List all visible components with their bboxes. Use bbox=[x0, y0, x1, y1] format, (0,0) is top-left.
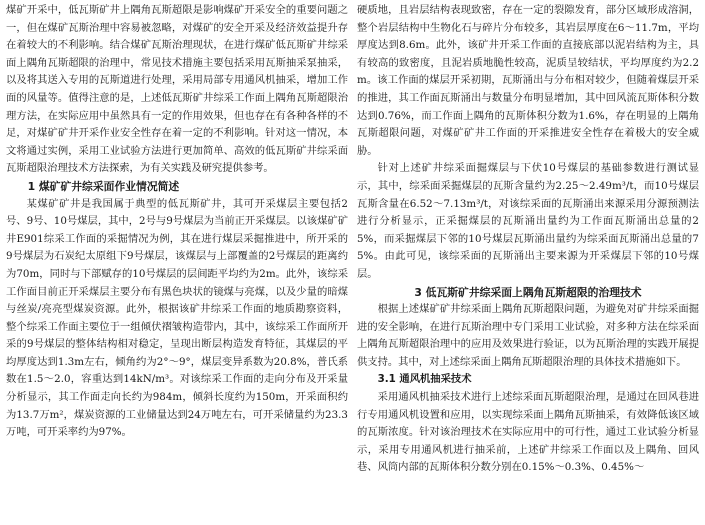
gas-parameters-paragraph: 针对上述矿井综采面掘煤层与下伏10号煤层的基础参数进行测试显示，其中，综采面采掘煤层的瓦斯含量约为2.25～2.49m³/t，而10号煤层瓦斯含量在6.52～7.13m³/t，对该综采面的瓦斯涌出来源采用分源预测法进行分析显示，正采掘煤层的瓦斯涌出量约为工作面瓦斯涌出总量的25%，而采掘煤层下邻的10号煤层瓦斯涌出量约为综采面瓦斯涌出总量的75%。由此可见，该综采面的瓦斯涌出主要来源为开采煤层下邻的10号煤层。 bbox=[357, 162, 699, 280]
geology-paragraph: 硬质地，且岩层结构表现致密，存在一定的裂隙发育，部分区域形成溶洞，整个岩层结构中生物化石与碎片分布较多，其岩层厚度在6～11.7m，平均厚度达到8.6m。此外，该矿井开采工作面的直接底部以泥岩结构为主，具有较高的致密度，且泥岩质地脆性较高，泥质呈较结状，平均厚度约为2.2m。该工作面的煤层开采初期，瓦斯涌出与分布相对较少，但随着煤层开采的推进，其工作面瓦斯涌出与数量分布明显增加，其中回风流瓦斯体积分数达到0.76%，而工作面上隅角的瓦斯体积分数为1.6%，存在明显的上隅角瓦斯超限问题，对煤矿矿井工作面的开采推进安全性存在着极大的安全威胁。 bbox=[357, 4, 699, 157]
section-1-heading: 1 煤矿矿井综采面作业情况简述 bbox=[27, 179, 180, 193]
left-column bbox=[6, 2, 348, 525]
section-1-paragraph: 某煤矿矿井是我国属于典型的低瓦斯矿井，其可开采煤层主要包括2号、9号、10号煤层，其中，2号与9号煤层为当前正开采煤层。以该煤矿矿井E901综采工作面的采掘情况为例，其在进行煤层采掘推进中，所开采的9号煤层为石炭纪太原组下9号煤层，该煤层与上部覆盖的2号煤层的距离约为70m，同时与下部赋存的10号煤层的层间距平均约为2m。此外，该综采工作面目前正开采煤层主要分布有黑色块状的镜煤与亮煤，以及少量的暗煤与丝炭/亮亮型煤炭资源。此外，根据该矿井综采工作面的地质勘察资料，整个综采工作面主要位于一组倾伏褶皱构造带内，其中，该综采工作面所开采的9号煤层的整体结构相对稳定，呈现出断层构造发育特征，其煤层的平均厚度达到1.3m左右，倾角约为2°～9°，煤层变异系数为20.8%，普氏系数在1.5～2.0，容重达到14kN/m³。对该综采工作面的走向分布及开采量分析显示，其工作面走向长约为984m，倾斜长度约为150m，开采面积约为13.7万m²，煤炭资源的工业储量达到24万吨左右，可开采储量约为23.3万吨，可开采率约为97%。 bbox=[6, 197, 348, 439]
section-3-heading: 3 低瓦斯矿井综采面上隅角瓦斯超限的治理技术 bbox=[414, 285, 642, 299]
right-column bbox=[357, 2, 699, 525]
section-3-intro-paragraph: 根据上述煤矿矿井综采面上隅角瓦斯超限问题，为避免对矿井综采面掘进的安全影响，在进行瓦斯治理中专门采用工业试验，对多种方法在综采面上隅角瓦斯超限治理中的应用及效果进行验证，以为瓦斯治理的实践开展提供支持。其中，对上述综采面上隅角瓦斯超限治理的具体技术措施如下。 bbox=[357, 303, 699, 368]
intro-paragraph: 煤矿开采中，低瓦斯矿井上隅角瓦斯超限是影响煤矿开采安全的重要问题之一，但在煤矿瓦斯治理中容易被忽略，对煤矿的安全开采及经济效益提升存在着较大的不利影响。结合煤矿瓦斯治理现状，在进行煤矿低瓦斯矿井综采面上隅角瓦斯超限的治理中，常见技术措施主要包括采用瓦斯抽采泵抽采，以及将其送入专用的瓦斯道进行处理，采用局部专用通风机抽采，增加工作面的风量等。值得注意的是，上述低瓦斯矿井综采工作面上隅角瓦斯超限治理方法，在实际应用中虽然具有一定的作用效果，但也存在有各种各样的不足，对煤矿矿井开采作业安全性存在着一定的不利影响。针对这一情况，本文将通过实例，采用工业试验方法进行更加简单、高效的低瓦斯矿井综采面瓦斯超限治理技术方法探索，为有关实践及研究提供参考。 bbox=[6, 4, 348, 175]
section-3-1-paragraph: 采用通风机抽采技术进行上述综采面瓦斯超限治理，是通过在回风巷进行专用通风机设置和应用，以实现综采面上隅角瓦斯抽采，有效降低该区域的瓦斯浓度。针对该治理技术在实际应用中的可行性，通过工业试验分析显示，采用专用通风机进行抽采前，上述矿井综采工作面以及上隅角、回风巷、风筒内部的瓦斯体积分数分别在0.15%～0.3%、0.45%～ bbox=[357, 391, 699, 474]
section-3-1-heading: 3.1 通风机抽采技术 bbox=[377, 373, 472, 386]
